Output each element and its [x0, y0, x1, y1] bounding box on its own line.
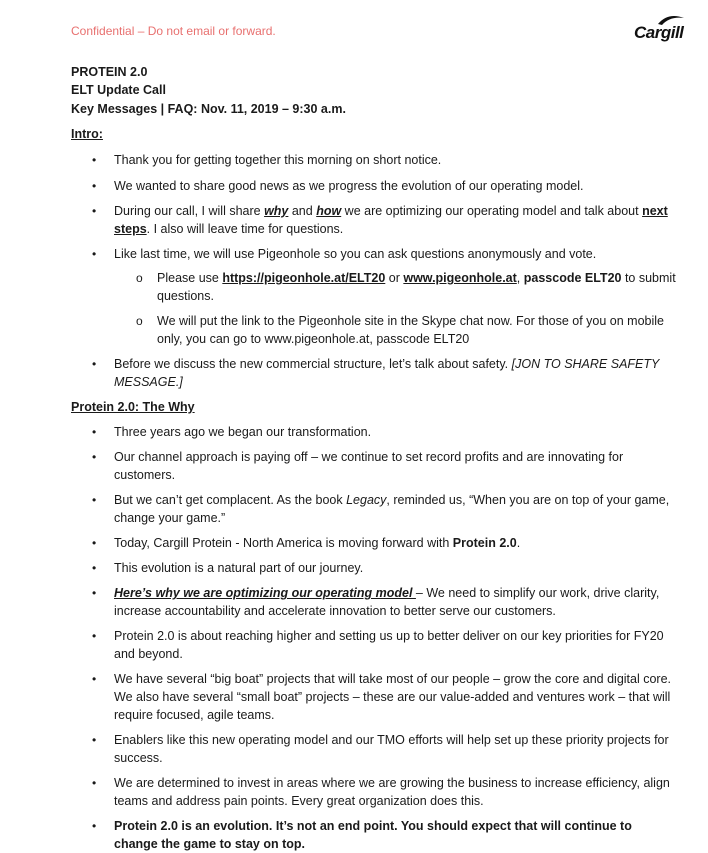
bullet-icon: •	[92, 733, 97, 747]
intro-bullet-1: Thank you for getting together this morning on short notice.	[114, 153, 442, 167]
intro-bullet-2: We wanted to share good news as we progress the evolution of our operating model.	[114, 179, 584, 193]
confidential-notice: Confidential – Do not email or forward.	[71, 24, 276, 38]
logo-wordmark: Cargill	[634, 23, 684, 42]
bullet-icon: •	[92, 493, 97, 507]
why-bullet-7: Protein 2.0 is about reaching higher and setting us up to better deliver on our key priorities for FY20 and beyond.	[114, 629, 664, 661]
bullet-icon: •	[92, 357, 97, 371]
bullet-icon: •	[92, 586, 97, 600]
book-title: Legacy	[346, 493, 387, 507]
pigeonhole-site-link[interactable]: www.pigeonhole.at	[403, 271, 517, 285]
why-bullet-11: Protein 2.0 is an evolution. It’s not an end point. You should expect that will continue to change the game to stay on top.	[114, 819, 632, 851]
doc-subtitle: ELT Update Call	[71, 83, 166, 97]
bullet-icon: •	[92, 536, 97, 550]
bullet-icon: •	[92, 179, 97, 193]
intro-bullet-4: Like last time, we will use Pigeonhole so you can ask questions anonymously and vote.	[114, 247, 597, 261]
emphasis-why-optimizing: Here’s why we are optimizing our operating model	[114, 586, 416, 600]
emphasis-next-steps: next steps	[114, 204, 668, 236]
bullet-icon: •	[92, 153, 97, 167]
bullet-icon: •	[92, 629, 97, 643]
bullet-icon: •	[92, 450, 97, 464]
why-bullet-6: Here’s why we are optimizing our operating model – We need to simplify our work, drive clarity, increase accountability and accelerate innovation to better serve our customers.	[114, 586, 660, 618]
doc-title: PROTEIN 2.0	[71, 65, 148, 79]
why-bullet-8: We have several “big boat” projects that will take most of our people – grow the core and digital core. We also have several “small boat” projects – these are our value-added and ventures work – that will require focused, agile teams.	[114, 672, 672, 722]
bullet-icon: •	[92, 247, 97, 261]
section-heading-intro: Intro:	[71, 127, 103, 141]
bullet-icon: •	[92, 819, 97, 833]
circle-bullet-icon: o	[136, 314, 143, 328]
intro-sub-bullet-1: Please use https://pigeonhole.at/ELT20 or www.pigeonhole.at, passcode ELT20 to submit questions.	[157, 271, 676, 303]
emphasis-why: why	[264, 204, 289, 218]
why-bullet-3: But we can’t get complacent. As the book Legacy, reminded us, “When you are on top of your game, change your game.”	[114, 493, 670, 525]
safety-note: [JON TO SHARE SAFETY MESSAGE.]	[114, 357, 660, 389]
cargill-logo	[632, 14, 690, 44]
bullet-icon: •	[92, 776, 97, 790]
why-bullet-2: Our channel approach is paying off – we continue to set record profits and are innovating for customers.	[114, 450, 624, 482]
intro-bullet-3: During our call, I will share why and how we are optimizing our operating model and talk about next steps. I also will leave time for questions.	[114, 204, 668, 236]
why-bullet-5: This evolution is a natural part of our journey.	[114, 561, 364, 575]
emphasis-how: how	[316, 204, 342, 218]
bullet-icon: •	[92, 204, 97, 218]
circle-bullet-icon: o	[136, 271, 143, 285]
bullet-icon: •	[92, 561, 97, 575]
why-bullet-1: Three years ago we began our transformation.	[114, 425, 372, 439]
why-bullet-10: We are determined to invest in areas where we are growing the business to increase efficiency, align teams and address pain points. Every great organization does this.	[114, 776, 670, 808]
bullet-icon: •	[92, 425, 97, 439]
why-bullet-9: Enablers like this new operating model and our TMO efforts will help set up these priority projects for success.	[114, 733, 669, 765]
doc-date-line: Key Messages | FAQ: Nov. 11, 2019 – 9:30 a.m.	[71, 102, 346, 116]
bullet-icon: •	[92, 672, 97, 686]
pigeonhole-link[interactable]: https://pigeonhole.at/ELT20	[222, 271, 386, 285]
why-bullet-4: Today, Cargill Protein - North America is moving forward with Protein 2.0.	[114, 536, 521, 550]
intro-bullet-5: Before we discuss the new commercial structure, let’s talk about safety. [JON TO SHARE SAFETY MESSAGE.]	[114, 357, 660, 389]
intro-sub-bullet-2: We will put the link to the Pigeonhole site in the Skype chat now. For those of you on mobile only, you can go to www.pigeonhole.at, passcode ELT20	[157, 314, 665, 346]
section-heading-why: Protein 2.0: The Why	[71, 400, 195, 414]
